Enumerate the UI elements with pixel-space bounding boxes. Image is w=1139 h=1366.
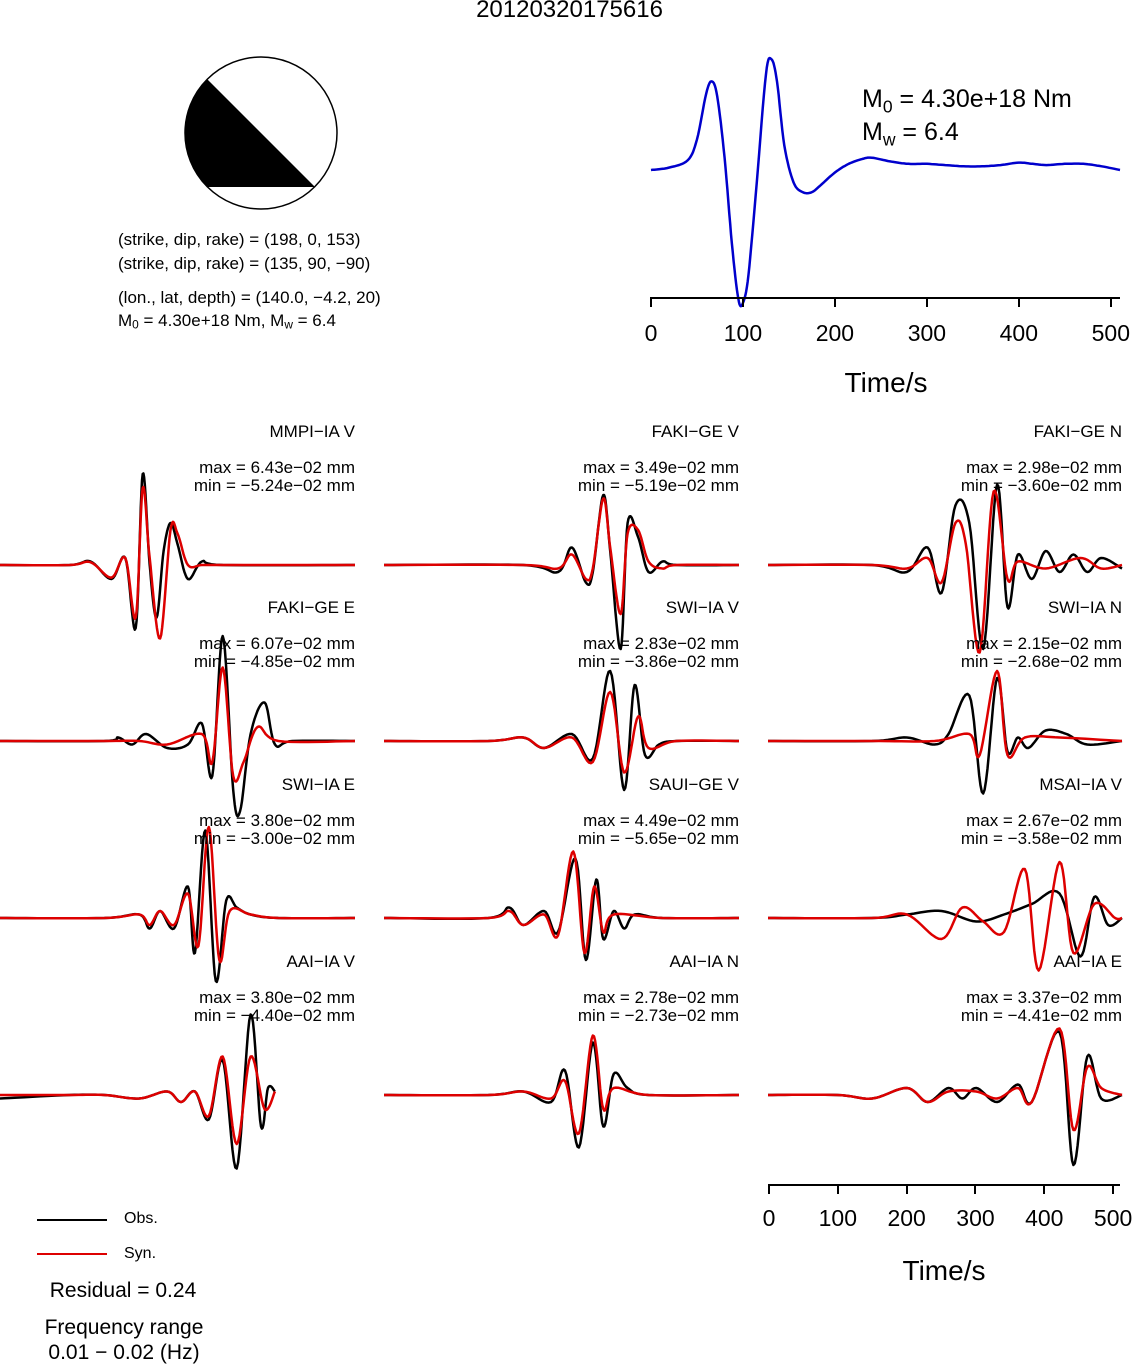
station-min-label: min = −4.40e−02 mm — [193, 1006, 355, 1025]
station-max-label: max = 6.43e−02 mm — [199, 458, 355, 477]
waveform-xtick-label: 100 — [818, 1205, 857, 1231]
legend-obs-label: Obs. — [124, 1210, 158, 1227]
station-label: SWI−IA V — [665, 598, 739, 617]
stf-xtick-label: 200 — [815, 320, 855, 346]
waveform-xtick — [1043, 1185, 1045, 1194]
station-min-label: min = −3.58e−02 mm — [960, 829, 1122, 848]
fm-mw-value: 6.4 — [312, 311, 336, 330]
syn-trace — [0, 1056, 275, 1144]
syn-trace — [768, 1029, 1122, 1131]
frequency-range-label: Frequency range — [44, 1316, 204, 1339]
waveform-xtick-label: 0 — [762, 1205, 776, 1231]
obs-trace — [0, 1015, 275, 1169]
obs-trace — [384, 671, 739, 790]
station-max-label: max = 2.78e−02 mm — [583, 988, 739, 1007]
stf-mw-value: 6.4 — [923, 118, 959, 146]
waveform-xtick-label: 300 — [956, 1205, 995, 1231]
station-min-label: min = −2.73e−02 mm — [577, 1006, 739, 1025]
syn-trace — [0, 668, 355, 782]
waveform-xtick-label: 400 — [1025, 1205, 1064, 1231]
fm-strike-dip-rake-1: (strike, dip, rake) = (198, 0, 153) — [118, 230, 361, 249]
station-max-label: max = 3.37e−02 mm — [966, 988, 1122, 1007]
station-min-label: min = −5.65e−02 mm — [577, 829, 739, 848]
stf-xtick-label: 400 — [999, 320, 1039, 346]
station-label: SWI−IA E — [281, 775, 355, 794]
stf-xtick — [650, 298, 652, 307]
station-label: FAKI−GE E — [267, 598, 355, 617]
stf-m0-value: 4.30e+18 Nm — [921, 85, 1072, 113]
syn-trace — [768, 671, 1122, 758]
station-label: AAI−IA N — [669, 952, 739, 971]
legend-syn-label: Syn. — [124, 1245, 157, 1262]
waveform-x-axis — [768, 1184, 1120, 1186]
fm-moment: $M_0 = 4.30e+18$ Nm, $M_w = 6.4$ — [118, 311, 336, 332]
page-title: 20120320175616 — [476, 0, 663, 23]
station-max-label: max = 3.80e−02 mm — [199, 988, 355, 1007]
stf-xtick — [1018, 298, 1020, 307]
stf-x-axis — [650, 297, 1120, 299]
station-min-label: min = −5.24e−02 mm — [193, 476, 355, 495]
fm-m0-value: 4.30e+18 Nm — [158, 311, 261, 330]
stf-xtick — [926, 298, 928, 307]
waveform-xtick — [906, 1185, 908, 1194]
syn-trace — [384, 692, 739, 773]
waveform-xtick — [974, 1185, 976, 1194]
syn-trace — [384, 852, 739, 954]
legend-syn-line — [37, 1253, 107, 1255]
stf-xtick — [1110, 298, 1112, 307]
waveform-xtick — [1112, 1185, 1114, 1194]
station-max-label: max = 3.80e−02 mm — [199, 811, 355, 830]
waveform-xtick-label: 200 — [887, 1205, 926, 1231]
station-min-label: min = −5.19e−02 mm — [577, 476, 739, 495]
waveform-xtick — [837, 1185, 839, 1194]
station-label: MMPI−IA V — [269, 422, 355, 441]
station-min-label: min = −3.86e−02 mm — [577, 652, 739, 671]
stf-xtick-label: 100 — [723, 320, 763, 346]
stf-m0-label: $M_0 = 4.30e+18$ Nm — [862, 85, 1072, 117]
station-min-label: min = −3.00e−02 mm — [193, 829, 355, 848]
station-max-label: max = 2.15e−02 mm — [966, 634, 1122, 653]
obs-trace — [768, 485, 1122, 650]
station-max-label: max = 2.67e−02 mm — [966, 811, 1122, 830]
stf-xtick-label: 300 — [907, 320, 947, 346]
station-max-label: max = 2.98e−02 mm — [966, 458, 1122, 477]
syn-trace — [384, 1036, 739, 1135]
stf-xlabel: Time/s — [844, 367, 928, 398]
obs-trace — [384, 1043, 739, 1148]
station-min-label: min = −3.60e−02 mm — [960, 476, 1122, 495]
station-label: SAUI−GE V — [648, 775, 739, 794]
station-min-label: min = −4.85e−02 mm — [193, 652, 355, 671]
frequency-range-value: 0.01 − 0.02 (Hz) — [48, 1341, 200, 1364]
station-label: FAKI−GE N — [1033, 422, 1122, 441]
fm-strike-dip-rake-2: (strike, dip, rake) = (135, 90, −90) — [118, 254, 371, 273]
waveform-xlabel: Time/s — [902, 1255, 986, 1286]
waveform-xtick-label: 500 — [1093, 1205, 1133, 1231]
station-max-label: max = 4.49e−02 mm — [583, 811, 739, 830]
legend-obs-line — [37, 1219, 107, 1221]
fm-location: (lon., lat, depth) = (140.0, −4.2, 20) — [118, 288, 381, 307]
station-max-label: max = 2.83e−02 mm — [583, 634, 739, 653]
station-min-label: min = −4.41e−02 mm — [960, 1006, 1122, 1025]
beachball-compression-quadrant — [170, 79, 315, 187]
station-label: SWI−IA N — [1047, 598, 1122, 617]
station-max-label: max = 6.07e−02 mm — [199, 634, 355, 653]
obs-trace — [768, 1031, 1122, 1165]
obs-trace — [768, 891, 1122, 957]
stf-xtick-label: 0 — [644, 320, 658, 346]
station-label: AAI−IA V — [286, 952, 355, 971]
obs-trace — [384, 859, 739, 961]
waveform-xtick — [768, 1185, 770, 1194]
residual-label: Residual = 0.24 — [49, 1279, 197, 1302]
station-min-label: min = −2.68e−02 mm — [960, 652, 1122, 671]
obs-trace — [384, 495, 739, 649]
station-label: AAI−IA E — [1053, 952, 1122, 971]
station-max-label: max = 3.49e−02 mm — [583, 458, 739, 477]
syn-trace — [768, 491, 1122, 653]
stf-xtick — [834, 298, 836, 307]
station-label: FAKI−GE V — [651, 422, 739, 441]
stf-mw-label: $M_w = 6.4$ — [862, 118, 959, 150]
stf-xtick — [742, 298, 744, 307]
syn-trace — [384, 499, 739, 615]
stf-xtick-label: 500 — [1091, 320, 1130, 346]
station-label: MSAI−IA V — [1039, 775, 1122, 794]
